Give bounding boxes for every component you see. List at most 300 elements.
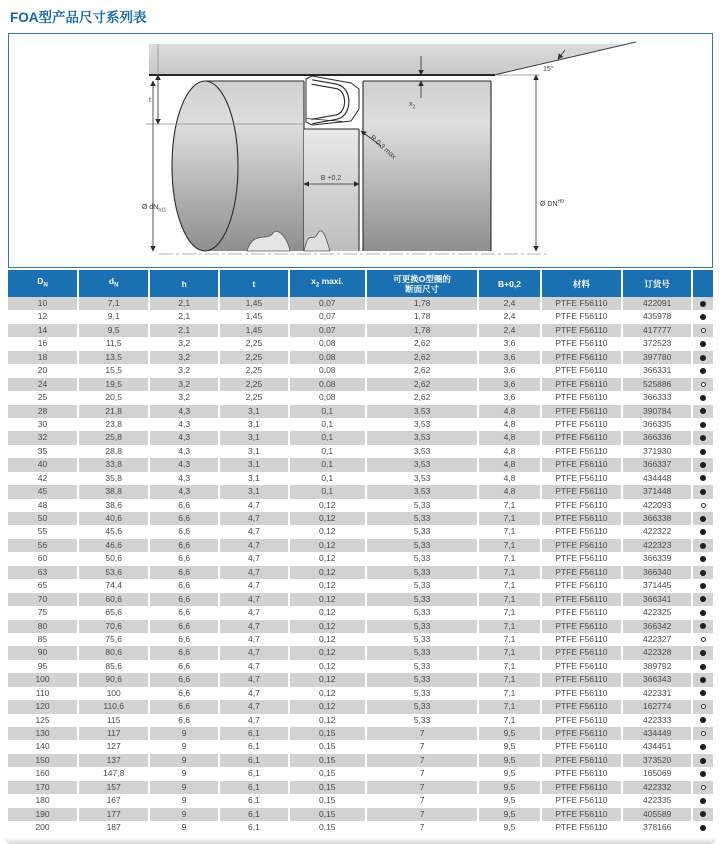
cell: 0,08 — [288, 351, 365, 364]
table-row — [8, 781, 713, 794]
table-row — [8, 445, 713, 458]
availability-dot — [700, 543, 706, 549]
cell: 147,8 — [77, 767, 148, 780]
cell: 2,62 — [365, 378, 478, 391]
cell: 28 — [37, 405, 48, 416]
cell: 0,15 — [288, 821, 365, 834]
cell — [691, 673, 713, 686]
cell: 6,1 — [218, 794, 288, 807]
cell: 75 — [37, 607, 48, 618]
cell: 405589 — [621, 808, 691, 821]
cell: 366341 — [621, 593, 691, 606]
cell: 9,5 — [477, 808, 539, 821]
cell: 1,78 — [365, 297, 478, 310]
cell — [691, 620, 713, 633]
seal-cross-section-diagram — [8, 33, 713, 268]
cell: 42 — [37, 472, 48, 483]
cell — [691, 297, 713, 310]
table-row — [8, 620, 713, 633]
cell: 366338 — [621, 512, 691, 525]
cell: 75,6 — [77, 633, 148, 646]
cell: 63 — [37, 566, 48, 577]
cell: 0,1 — [288, 472, 365, 485]
cell: 0,07 — [288, 324, 365, 337]
cell — [691, 418, 713, 431]
cell — [691, 445, 713, 458]
cell: 4,7 — [218, 673, 288, 686]
cell: 434449 — [621, 727, 691, 740]
table-row — [8, 633, 713, 646]
cell: 0,12 — [288, 660, 365, 673]
cell: 9 — [148, 740, 218, 753]
cell: 177 — [77, 808, 148, 821]
cell: 80,6 — [77, 646, 148, 659]
table-row — [8, 512, 713, 525]
cell: 366331 — [621, 364, 691, 377]
table-row — [8, 405, 713, 418]
cell — [691, 660, 713, 673]
cell: 6,6 — [148, 525, 218, 538]
cell: 5,33 — [365, 512, 478, 525]
cell — [691, 431, 713, 444]
cell: PTFE F56110 — [540, 740, 622, 753]
cell: PTFE F56110 — [540, 351, 622, 364]
cell: 53,6 — [77, 566, 148, 579]
cell: 4,8 — [477, 418, 539, 431]
cell: 3,2 — [148, 378, 218, 391]
availability-dot — [701, 328, 706, 333]
cell: 9,5 — [477, 821, 539, 834]
cell: 7 — [365, 781, 478, 794]
cell: PTFE F56110 — [540, 378, 622, 391]
cell: 0,15 — [288, 740, 365, 753]
cell: 165069 — [621, 767, 691, 780]
technical-drawing — [9, 34, 711, 266]
cell: 55 — [37, 526, 48, 537]
cell: 2,1 — [148, 297, 218, 310]
cell: 3,2 — [148, 351, 218, 364]
availability-dot — [700, 771, 706, 777]
cell — [691, 499, 713, 512]
cell: PTFE F56110 — [540, 324, 622, 337]
cell: 6,6 — [148, 579, 218, 592]
cell: 5,33 — [365, 525, 478, 538]
cell: 0,12 — [288, 593, 365, 606]
cell: 525886 — [621, 378, 691, 391]
table-row — [8, 808, 713, 821]
cell: 6,6 — [148, 566, 218, 579]
availability-dot — [700, 355, 706, 361]
cell: 70 — [37, 593, 48, 604]
cell: 48 — [37, 499, 48, 510]
cell: 56 — [37, 539, 48, 550]
cell: 5,33 — [365, 633, 478, 646]
cell — [691, 633, 713, 646]
cell: 6,6 — [148, 552, 218, 565]
cell: 4,7 — [218, 687, 288, 700]
cell: 0,12 — [288, 620, 365, 633]
availability-dot — [701, 785, 706, 790]
cell: 25,8 — [77, 431, 148, 444]
housing-section — [149, 42, 636, 75]
availability-dot — [700, 650, 706, 656]
cell: 7,1 — [477, 687, 539, 700]
cell: 3,6 — [477, 351, 539, 364]
cell: 4,7 — [218, 512, 288, 525]
cell — [691, 579, 713, 592]
cell: 200 — [35, 822, 50, 833]
availability-dot — [700, 301, 706, 307]
svg-text:R 0,3 max: R 0,3 max — [368, 134, 398, 161]
table-row — [8, 552, 713, 565]
cell: 422327 — [621, 633, 691, 646]
cell: 4,7 — [218, 660, 288, 673]
cell: 366340 — [621, 566, 691, 579]
cell: 18 — [37, 351, 48, 362]
cell: PTFE F56110 — [540, 687, 622, 700]
table-row — [8, 418, 713, 431]
cell: 0,1 — [288, 418, 365, 431]
cell — [691, 700, 713, 713]
cell: 167 — [77, 794, 148, 807]
cell: 3,1 — [218, 472, 288, 485]
cell — [691, 472, 713, 485]
cell: 4,3 — [148, 418, 218, 431]
cell — [691, 740, 713, 753]
table-row — [8, 593, 713, 606]
cell: 7,1 — [477, 525, 539, 538]
table-row — [8, 539, 713, 552]
cell: 3,53 — [365, 431, 478, 444]
cell: 4,8 — [477, 472, 539, 485]
cell — [691, 754, 713, 767]
cell: 9,5 — [477, 767, 539, 780]
availability-dot — [700, 516, 706, 522]
cell: PTFE F56110 — [540, 660, 622, 673]
cell: 422322 — [621, 525, 691, 538]
cell: 19,5 — [77, 378, 148, 391]
table-row — [8, 700, 713, 713]
table-row — [8, 794, 713, 807]
cell: PTFE F56110 — [540, 297, 622, 310]
cell: 4,7 — [218, 579, 288, 592]
cell: 7 — [365, 821, 478, 834]
cell: 85 — [37, 633, 48, 644]
table-row — [8, 378, 713, 391]
cell: PTFE F56110 — [540, 310, 622, 323]
cell: 5,33 — [365, 539, 478, 552]
cell: 85,6 — [77, 660, 148, 673]
table-row — [8, 714, 713, 727]
availability-dot — [700, 449, 706, 455]
cell: 130 — [35, 728, 50, 738]
cell — [691, 821, 713, 834]
cell: 4,7 — [218, 566, 288, 579]
cell: 435978 — [621, 310, 691, 323]
cell: 5,33 — [365, 499, 478, 512]
cell: 60 — [37, 553, 48, 564]
cell: 3,1 — [218, 445, 288, 458]
cell: 1,78 — [365, 310, 478, 323]
cell: 3,53 — [365, 405, 478, 418]
cell: 7 — [365, 808, 478, 821]
cell: 3,6 — [477, 378, 539, 391]
cell: 4,7 — [218, 633, 288, 646]
col-header-t: t — [218, 270, 288, 297]
seal-profile — [306, 76, 359, 125]
cell: 5,33 — [365, 673, 478, 686]
cell: 0,12 — [288, 606, 365, 619]
cell: 6,1 — [218, 727, 288, 740]
groove-block — [363, 81, 491, 251]
dim-rod-diameter — [142, 81, 167, 251]
cell: 7 — [365, 740, 478, 753]
cell: 7 — [365, 767, 478, 780]
cell — [691, 512, 713, 525]
cell — [691, 310, 713, 323]
cell: 3,1 — [218, 485, 288, 498]
cell: 422331 — [621, 687, 691, 700]
table-row — [8, 821, 713, 834]
cell: 417777 — [621, 324, 691, 337]
cell: 13,5 — [77, 351, 148, 364]
cell — [691, 378, 713, 391]
cell: 366335 — [621, 418, 691, 431]
cell: 6,1 — [218, 740, 288, 753]
cell: 0,15 — [288, 754, 365, 767]
cell: 0,15 — [288, 727, 365, 740]
cell: 117 — [77, 727, 148, 740]
table-row — [8, 579, 713, 592]
availability-dot — [701, 637, 706, 642]
cell: 0,15 — [288, 808, 365, 821]
cell: 5,33 — [365, 687, 478, 700]
cell: 33,8 — [77, 458, 148, 471]
cell: 0,08 — [288, 337, 365, 350]
cell: PTFE F56110 — [540, 767, 622, 780]
cell: 4,3 — [148, 445, 218, 458]
cell: PTFE F56110 — [540, 445, 622, 458]
cell: 5,33 — [365, 700, 478, 713]
cell: 5,33 — [365, 566, 478, 579]
cell: 434451 — [621, 740, 691, 753]
cell: 38,8 — [77, 485, 148, 498]
availability-dot — [701, 382, 706, 387]
cell: 0,15 — [288, 781, 365, 794]
cell: 9,5 — [77, 324, 148, 337]
dim-bore-diameter — [536, 75, 564, 251]
cell: 9,5 — [477, 727, 539, 740]
cell: 6,1 — [218, 821, 288, 834]
cell: 50 — [37, 513, 48, 523]
table-row — [8, 727, 713, 740]
cell: 6,6 — [148, 593, 218, 606]
cell: 28,8 — [77, 445, 148, 458]
cell: 6,6 — [148, 633, 218, 646]
table-row — [8, 566, 713, 579]
cell: 6,6 — [148, 660, 218, 673]
cell: 170 — [35, 781, 50, 792]
cell: 422335 — [621, 794, 691, 807]
cell: 0,1 — [288, 431, 365, 444]
cell: PTFE F56110 — [540, 821, 622, 834]
cell: 0,07 — [288, 297, 365, 310]
cell: PTFE F56110 — [540, 364, 622, 377]
cell: 4,3 — [148, 405, 218, 418]
table-row — [8, 485, 713, 498]
table-row — [8, 310, 713, 323]
cell: 3,6 — [477, 391, 539, 404]
cell: 0,12 — [288, 539, 365, 552]
table-row — [8, 499, 713, 512]
cell: PTFE F56110 — [540, 579, 622, 592]
page-bottom-shadow — [4, 837, 717, 844]
cell: 3,53 — [365, 445, 478, 458]
cell: 0,1 — [288, 485, 365, 498]
cell: 125 — [35, 714, 50, 725]
table-body — [8, 297, 713, 835]
cell: 7 — [365, 727, 478, 740]
cell: 7,1 — [477, 593, 539, 606]
cell: 7,1 — [477, 673, 539, 686]
cell: 7,1 — [477, 714, 539, 727]
cell: 373520 — [621, 754, 691, 767]
cell: 6,6 — [148, 620, 218, 633]
availability-dot — [700, 583, 706, 589]
cell: PTFE F56110 — [540, 714, 622, 727]
cell: 4,7 — [218, 714, 288, 727]
cell: 3,6 — [477, 364, 539, 377]
cell — [691, 337, 713, 350]
cell: 3,53 — [365, 418, 478, 431]
cell — [691, 794, 713, 807]
cell: 422093 — [621, 499, 691, 512]
cell: 6,1 — [218, 808, 288, 821]
cell: PTFE F56110 — [540, 808, 622, 821]
cell: PTFE F56110 — [540, 552, 622, 565]
cell: 4,7 — [218, 525, 288, 538]
cell: 0,12 — [288, 700, 365, 713]
cell: 7,1 — [477, 700, 539, 713]
cell: 0,08 — [288, 391, 365, 404]
cell: 10 — [37, 298, 48, 308]
table-row — [8, 324, 713, 337]
cell: PTFE F56110 — [540, 472, 622, 485]
svg-text:B +0,2: B +0,2 — [320, 175, 342, 182]
cell: 3,1 — [218, 431, 288, 444]
cell: 6,6 — [148, 512, 218, 525]
cell: 371445 — [621, 579, 691, 592]
availability-dot — [700, 314, 706, 320]
cell: PTFE F56110 — [540, 539, 622, 552]
cell: 80 — [37, 620, 48, 631]
cell: 9,1 — [77, 310, 148, 323]
availability-dot — [700, 798, 706, 804]
cell: 1,78 — [365, 324, 478, 337]
table-row — [8, 687, 713, 700]
availability-dot — [700, 596, 706, 602]
cell: 20 — [37, 365, 48, 376]
cell: 422325 — [621, 606, 691, 619]
cell — [691, 351, 713, 364]
cell: 180 — [35, 795, 50, 806]
table-header-row — [8, 270, 713, 297]
cell: 20,5 — [77, 391, 148, 404]
availability-dot — [700, 556, 706, 562]
cell: 366336 — [621, 431, 691, 444]
cell: 7,1 — [477, 566, 539, 579]
cell: 3,1 — [218, 405, 288, 418]
groove-step-piece — [304, 129, 359, 251]
availability-dot — [700, 475, 706, 481]
cell: 7,1 — [77, 297, 148, 310]
cell: 371930 — [621, 445, 691, 458]
cell: PTFE F56110 — [540, 485, 622, 498]
cell — [691, 714, 713, 727]
cell: 366343 — [621, 673, 691, 686]
cell: PTFE F56110 — [540, 418, 622, 431]
cell: 0,12 — [288, 633, 365, 646]
cell: 11,5 — [77, 337, 148, 350]
table-row — [8, 673, 713, 686]
cell: 0,1 — [288, 445, 365, 458]
cell: 0,12 — [288, 646, 365, 659]
cell: 7,1 — [477, 512, 539, 525]
cell — [691, 687, 713, 700]
availability-dot — [700, 395, 706, 401]
availability-dot — [700, 408, 706, 414]
cell: 2,25 — [218, 351, 288, 364]
cell: 6,6 — [148, 700, 218, 713]
cell: 9,5 — [477, 754, 539, 767]
cell: 3,6 — [477, 337, 539, 350]
table-row — [8, 337, 713, 350]
table-row — [8, 754, 713, 767]
cell: 7,1 — [477, 579, 539, 592]
col-header-x2-maxi: $x_2$ maxi. — [288, 270, 365, 297]
cell: 157 — [77, 781, 148, 794]
cell: 0,12 — [288, 552, 365, 565]
cell: 50,6 — [77, 552, 148, 565]
cell: 2,62 — [365, 351, 478, 364]
cell: 110,6 — [77, 700, 148, 713]
cell: 7,1 — [477, 633, 539, 646]
cell: 4,7 — [218, 593, 288, 606]
cell: 2,4 — [477, 324, 539, 337]
cell: 6,6 — [148, 539, 218, 552]
cell: 4,7 — [218, 539, 288, 552]
cell: PTFE F56110 — [540, 458, 622, 471]
cell: PTFE F56110 — [540, 512, 622, 525]
cell: 5,33 — [365, 714, 478, 727]
cell: 3,53 — [365, 472, 478, 485]
cell: PTFE F56110 — [540, 673, 622, 686]
cell: 35 — [37, 445, 48, 456]
cell: 0,12 — [288, 499, 365, 512]
cell: 7,1 — [477, 606, 539, 619]
cell: 0,15 — [288, 794, 365, 807]
availability-dot — [701, 704, 706, 709]
cell: 32 — [37, 432, 48, 443]
availability-dot — [700, 623, 706, 629]
cell: 4,7 — [218, 499, 288, 512]
cell: 0,12 — [288, 566, 365, 579]
cell: 9 — [148, 781, 218, 794]
cell: 6,6 — [148, 499, 218, 512]
table-row — [8, 364, 713, 377]
availability-dot — [700, 368, 706, 374]
cell: PTFE F56110 — [540, 499, 622, 512]
